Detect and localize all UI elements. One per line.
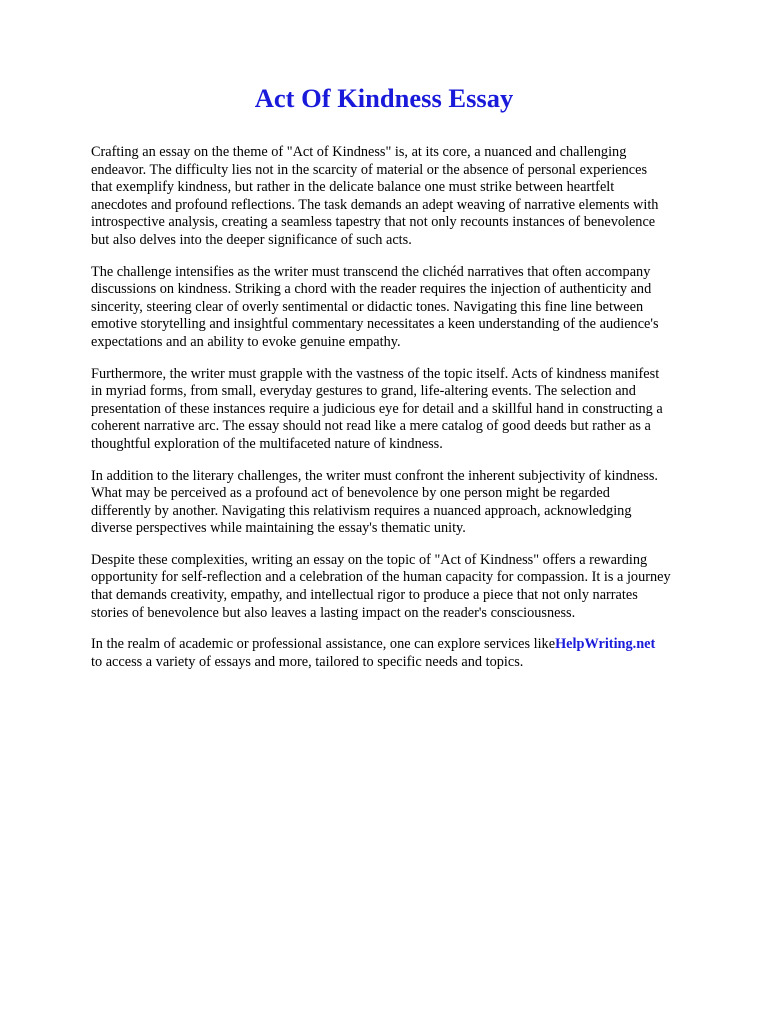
- paragraph-3: Furthermore, the writer must grapple with the vastness of the topic itself. Acts of kindness manifest in myriad forms, from small, everyday gestures to grand, life-altering events. The selection and presentation of these instances require a judicious eye for detail and a skillful hand in constructing a coherent narrative arc. The essay should not read like a mere catalog of good deeds but rather as a thoughtful exploration of the multifaceted nature of kindness.: [91, 365, 663, 452]
- essay-body: [91, 144, 708, 671]
- paragraph-6-tail-text: to access a variety of essays and more, tailored to specific needs and topics.: [91, 653, 524, 670]
- paragraph-6-lead-text: In the realm of academic or professional assistance, one can explore services like: [91, 636, 556, 653]
- paragraph-1: Crafting an essay on the theme of "Act of Kindness" is, at its core, a nuanced and challenging endeavor. The difficulty lies not in the scarcity of material or the absence of personal experiences that exemplify kindness, but rather in the delicate balance one must strike between heartfelt anecdotes and profound reflections. The task demands an adept weaving of narrative elements with introspective analysis, creating a seamless tapestry that not only recounts instances of benevolence but also delves into the deeper significance of such acts.: [91, 144, 659, 248]
- paragraph-5: Despite these complexities, writing an essay on the topic of "Act of Kindness" offers a rewarding opportunity for self-reflection and a celebration of the human capacity for compassion. It is a journey that demands creativity, empathy, and intellectual rigor to produce a piece that not only narrates stories of benevolence but also leaves a lasting impact on the reader's consciousness.: [91, 551, 671, 621]
- paragraph-4: In addition to the literary challenges, the writer must confront the inherent subjectivity of kindness. What may be perceived as a profound act of benevolence by one person might be regarded differently by another. Navigating this relativism requires a nuanced approach, acknowledging diverse perspectives while maintaining the essay's thematic unity.: [91, 467, 658, 537]
- helpwriting-link[interactable]: HelpWriting.net: [555, 636, 656, 653]
- paragraph-2: The challenge intensifies as the writer must transcend the clichéd narratives that often accompany discussions on kindness. Striking a chord with the reader requires the injection of authenticity and sincerity, steering clear of overly sentimental or didactic tones. Navigating this fine line between emotive storytelling and insightful commentary necessitates a keen understanding of the audience's expectations and an ability to evoke genuine empathy.: [91, 263, 659, 350]
- paragraph-6: [91, 636, 708, 671]
- page-title: Act Of Kindness Essay: [254, 83, 514, 113]
